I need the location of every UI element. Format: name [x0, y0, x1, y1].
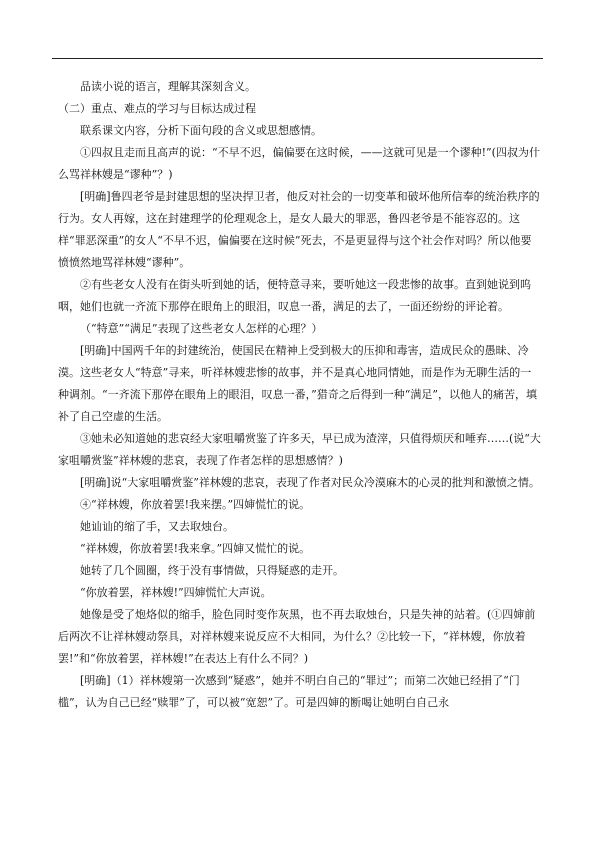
paragraph: 联系课文内容，分析下面句段的含义或思想感情。 [80, 124, 322, 137]
quote-paragraph: ④“祥林嫂，你放着罢!我来摆。”四婶慌忙的说。 [80, 498, 311, 511]
quote-paragraph: “祥林嫂，你放着罢!我来拿。”四婶又慌忙的说。 [80, 542, 311, 555]
quote-paragraph: 她转了几个圆圈，终于没有事情做，只得疑惑的走开。 [80, 564, 344, 577]
answer-paragraph: [明确]鲁四老爷是封建思想的坚决捍卫者，他反对社会的一切变革和破坏他所信奉的统治秩序的行为。女人再嫁，这在封建理学的伦理观念上，是女人最大的罪恶，鲁四老爷是不能容忍的。这样“罪恶深重”的女人“不早不迟，偏偏要在这时候”死去，不是更显得与这个社会作对吗？所以他要愤愤然地骂祥林嫂“谬种”。 [58, 190, 540, 269]
answer-paragraph: [明确]说“大家咀嚼赏鉴”祥林嫂的悲哀，表现了作者对民众冷漠麻木的心灵的批判和激愤之情。 [80, 476, 540, 489]
answer-paragraph: [明确]（1）祥林嫂第一次感到“疑惑”，她并不明白自己的“罪过”；而第二次她已经捐了“门槛”，认为自己已经“赎罪”了，可以被“宽恕”了。可是四婶的断喝让她明白自己永 [58, 674, 520, 709]
section-heading: （二）重点、难点的学习与目标达成过程 [58, 102, 256, 115]
quote-paragraph: ③她未必知道她的悲哀经大家咀嚼赏鉴了许多天，早已成为渣滓，只值得烦厌和唾弃……(说“大家咀嚼赏鉴”祥林嫂的悲哀，表现了作者怎样的思想感情？) [58, 432, 541, 467]
header-rule [52, 58, 543, 59]
paragraph: 品读小说的语言，理解其深刻含义。 [80, 80, 256, 93]
quote-paragraph: ①四叔且走而且高声的说：“不早不迟，偏偏要在这时候，——这就可见是一个谬种!”(四叔为什么骂祥林嫂是“谬种”？) [58, 146, 540, 181]
question-paragraph: （“特意”“满足”表现了这些老女人怎样的心理？） [80, 322, 323, 335]
document-body [58, 76, 541, 714]
quote-paragraph: 她讪讪的缩了手，又去取烛台。 [80, 520, 234, 533]
answer-paragraph: [明确]中国两千年的封建统治，使国民在精神上受到极大的压抑和毒害，造成民众的愚昧、冷漠。这些老女人“特意”寻来，听祥林嫂悲惨的故事，并不是真心地同情她，而是作为无聊生活的一种调剂。“一齐流下那停在眼角上的眼泪，叹息一番，”猎奇之后得到一种“满足”，以他人的痛苦，填补了自己空虚的生活。 [58, 344, 537, 423]
quote-paragraph: ②有些老女人没有在街头听到她的话，便特意寻来，要听她这一段悲惨的故事。直到她说到呜咽，她们也就一齐流下那停在眼角上的眼泪，叹息一番，满足的去了，一面还纷纷的评论着。 [58, 278, 531, 313]
quote-paragraph: “你放着罢，祥林嫂!”四婶慌忙大声说。 [80, 586, 272, 599]
quote-paragraph: 她像是受了炮烙似的缩手，脸色同时变作灰黑，也不再去取烛台，只是失神的站着。(①四婶前后两次不让祥林嫂动祭具，对祥林嫂来说反应不大相同，为什么？②比较一下，“祥林嫂，你放着罢!”和“你放着罢，祥林嫂!”在表达上有什么不同？) [58, 608, 536, 665]
